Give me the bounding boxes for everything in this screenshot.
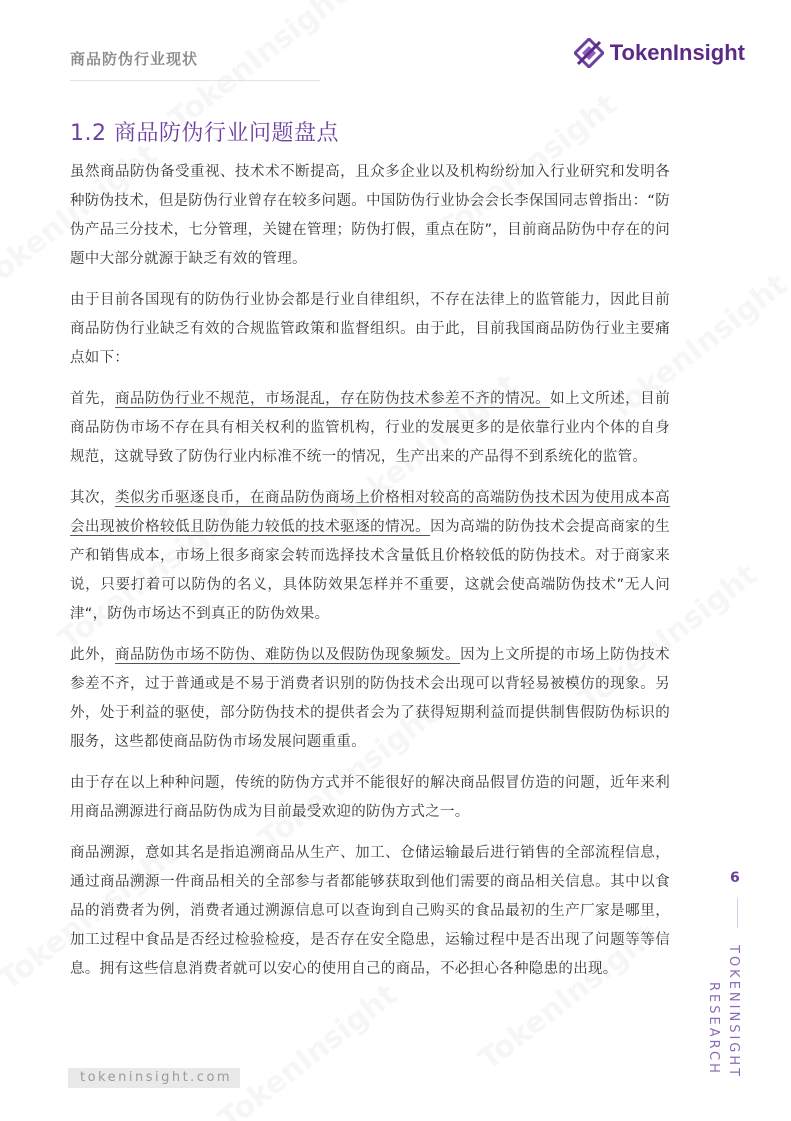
paragraph-lead: 其次， [70,490,116,506]
paragraph-lead: 首先， [70,391,116,407]
watermark [212,977,404,1121]
side-label-brand: TOKENINSIGHT [726,945,741,1080]
body-text [70,158,670,996]
paragraph-body: 如上文所述，目前商品防伪市场不存在具有相关权利的监管机构，行业的发展更多的是依靠行业内个体的自身规范，这就导致了防伪行业内标准不统一的情况，生产出来的产品得不到系统化的监管。 [70,391,670,465]
header-divider [70,80,320,81]
paragraph [70,484,670,629]
side-label-research: RESEARCH [706,982,721,1076]
paragraph [70,641,670,757]
header-title: 商品防伪行业现状 [70,50,199,68]
tokeninsight-logo-icon [574,38,604,68]
paragraph: 由于目前各国现有的防伪行业协会都是行业自律组织，不存在法律上的监管能力，因此目前商品防伪行业缺乏有效的合规监管政策和监督组织。由于此，目前我国商品防伪行业主要痛点如下： [70,292,670,366]
paragraph-lead: 此外， [70,647,116,663]
paragraph-body: 因为高端的防伪技术会提高商家的生产和销售成本，市场上很多商家会转而选择技术含量低且价格较低的防伪技术。对于商家来说，只要打着可以防伪的名义，具体防效果怎样并不重要，这就会使高端防伪技术”无人问津“，防伪市场达不到真正的防伪效果。 [70,519,670,622]
paragraph [70,385,670,472]
logo-text: TokenInsight [609,40,745,65]
side-divider [737,898,738,928]
footer-url[interactable]: tokeninsight.com [68,1068,240,1088]
paragraph: 商品溯源，意如其名是指追溯商品从生产、加工、仓储运输最后进行销售的全部流程信息，通过商品溯源一件商品相关的全部参与者都能够获取到他们需要的商品相关信息。其中以食品的消费者为例，消费者通过溯源信息可以查询到自己购买的食品最初的生产厂家是哪里，加工过程中食品是否经过检验检疫，是否存在安全隐患，运输过程中是否出现了问题等等信息。拥有这些信息消费者就可以安心的使用自己的商品，不必担心各种隐患的出现。 [70,845,670,977]
paragraph: 由于存在以上种种问题，传统的防伪方式并不能很好的解决商品假冒仿造的问题，近年来利用商品溯源进行商品防伪成为目前最受欢迎的防伪方式之一。 [70,775,670,820]
underlined-key-point: 商品防伪行业不规范，市场混乱，存在防伪技术参差不齐的情况。 [115,391,551,407]
paragraph: 虽然商品防伪备受重视、技术术不断提高，且众多企业以及机构纷纷加入行业研究和发明各种防伪技术，但是防伪行业曾存在较多问题。中国防伪行业协会会长李保国同志曾指出：“防伪产品三分技术，七分管理，关键在管理；防伪打假，重点在防”，目前商品防伪中存在的问题中大部分就源于缺乏有效的管理。 [70,164,670,267]
paragraph-body: 因为上文所提的市场上防伪技术参差不齐，过于普通或是不易于消费者识别的防伪技术会出现可以背轻易被模仿的现象。另外，处于利益的驱使，部分防伪技术的提供者会为了获得短期利益而提供制售假防伪标识的服务，这些都使商品防伪市场发展问题重重。 [70,647,670,750]
underlined-key-point: 商品防伪市场不防伪、难防伪以及假防伪现象频发。 [115,647,461,663]
tokeninsight-logo [574,38,745,68]
section-title: 1.2 商品防伪行业问题盘点 [70,121,339,146]
underlined-key-point: 类似劣币驱逐良币，在商品防伪商场上价格相对较高的高端防伪技术因为使用成本高会出现被价格较低且防伪能力较低的技术驱逐的情况。 [70,490,670,535]
page-number: 6 [730,870,740,886]
